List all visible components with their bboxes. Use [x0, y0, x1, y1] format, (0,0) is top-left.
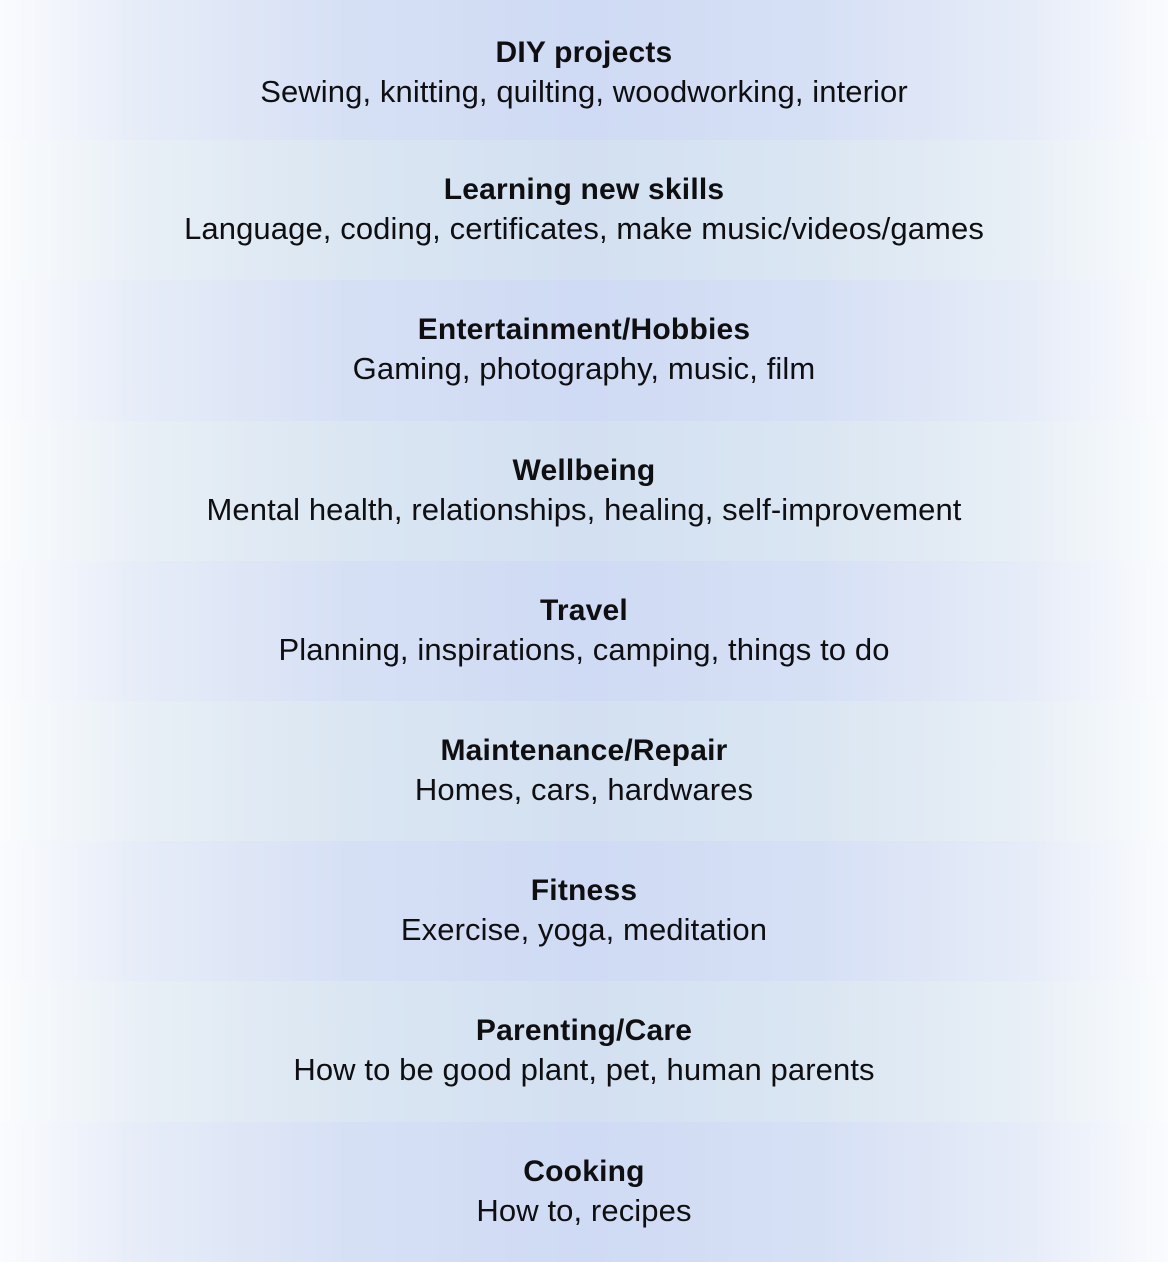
category-maintenance-repair — [0, 701, 1168, 841]
category-fitness — [0, 841, 1168, 981]
category-description: Exercise, yoga, meditation — [400, 912, 768, 948]
category-description: How to be good plant, pet, human parents — [293, 1052, 875, 1088]
category-title: Cooking — [523, 1154, 645, 1188]
category-title: Maintenance/Repair — [440, 734, 728, 768]
category-description: Homes, cars, hardwares — [414, 772, 754, 808]
category-cooking — [0, 1122, 1168, 1262]
category-title: DIY projects — [495, 36, 673, 70]
category-wellbeing — [0, 421, 1168, 561]
category-description: Language, coding, certificates, make music/videos/games — [184, 211, 984, 247]
category-description: Gaming, photography, music, film — [352, 351, 816, 387]
category-title: Learning new skills — [443, 173, 725, 207]
category-description: Mental health, relationships, healing, self-improvement — [206, 491, 962, 527]
category-title: Parenting/Care — [475, 1014, 693, 1048]
category-diy-projects — [0, 0, 1168, 140]
category-travel — [0, 561, 1168, 701]
category-entertainment-hobbies — [0, 280, 1168, 420]
category-description: How to, recipes — [476, 1192, 692, 1228]
category-title: Wellbeing — [512, 453, 656, 487]
category-title: Fitness — [530, 874, 638, 908]
category-title: Travel — [540, 593, 628, 627]
category-title: Entertainment/Hobbies — [417, 313, 751, 347]
category-learning-new-skills — [0, 140, 1168, 280]
category-parenting-care — [0, 981, 1168, 1121]
category-description: Planning, inspirations, camping, things to do — [278, 631, 890, 667]
category-description: Sewing, knitting, quilting, woodworking, interior — [260, 74, 908, 110]
